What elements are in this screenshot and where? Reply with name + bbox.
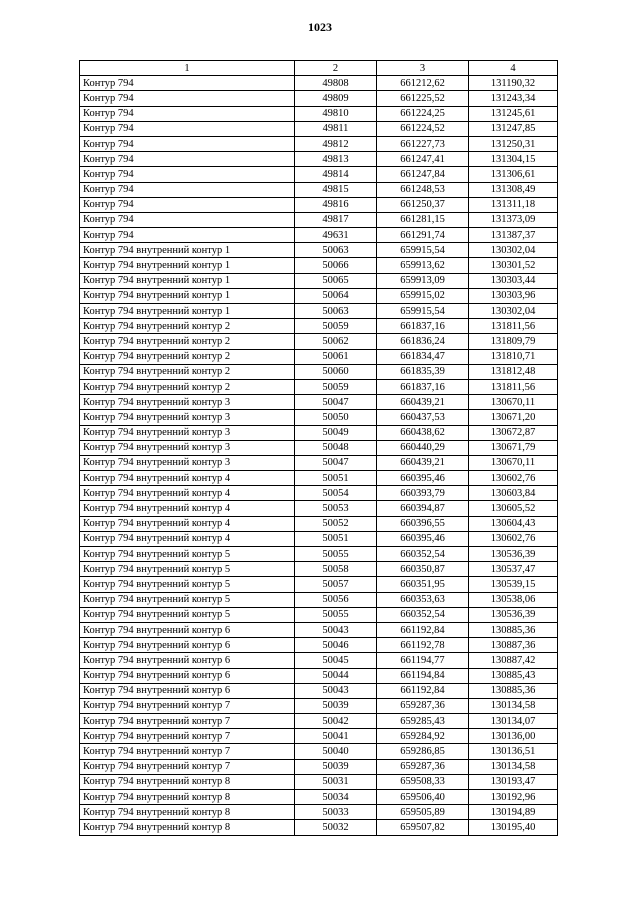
contour-name-cell: Контур 794 внутренний контур 6 xyxy=(80,653,295,668)
table-row xyxy=(80,744,558,759)
x-coordinate-cell: 661224,25 xyxy=(377,106,469,121)
x-coordinate-cell: 660350,87 xyxy=(377,562,469,577)
x-coordinate-cell: 660394,87 xyxy=(377,501,469,516)
x-coordinate-cell: 660393,79 xyxy=(377,486,469,501)
table-row xyxy=(80,805,558,820)
y-coordinate-cell: 131304,15 xyxy=(469,152,558,167)
point-number-cell: 49812 xyxy=(295,136,377,151)
table-row xyxy=(80,228,558,243)
coordinates-table xyxy=(79,60,558,836)
contour-name-cell: Контур 794 внутренний контур 1 xyxy=(80,243,295,258)
contour-name-cell: Контур 794 xyxy=(80,76,295,91)
point-number-cell: 50055 xyxy=(295,607,377,622)
contour-name-cell: Контур 794 внутренний контур 1 xyxy=(80,288,295,303)
table-row xyxy=(80,243,558,258)
table-row xyxy=(80,288,558,303)
x-coordinate-cell: 661837,16 xyxy=(377,319,469,334)
column-header: 2 xyxy=(295,61,377,76)
y-coordinate-cell: 131809,79 xyxy=(469,334,558,349)
y-coordinate-cell: 130136,00 xyxy=(469,729,558,744)
y-coordinate-cell: 130887,36 xyxy=(469,638,558,653)
column-header: 1 xyxy=(80,61,295,76)
x-coordinate-cell: 659507,82 xyxy=(377,820,469,835)
contour-name-cell: Контур 794 внутренний контур 4 xyxy=(80,531,295,546)
contour-name-cell: Контур 794 xyxy=(80,152,295,167)
x-coordinate-cell: 660352,54 xyxy=(377,607,469,622)
point-number-cell: 50063 xyxy=(295,243,377,258)
table-row xyxy=(80,653,558,668)
contour-name-cell: Контур 794 внутренний контур 7 xyxy=(80,714,295,729)
contour-name-cell: Контур 794 xyxy=(80,91,295,106)
y-coordinate-cell: 130194,89 xyxy=(469,805,558,820)
y-coordinate-cell: 130302,04 xyxy=(469,243,558,258)
table-row xyxy=(80,91,558,106)
contour-name-cell: Контур 794 внутренний контур 8 xyxy=(80,805,295,820)
contour-name-cell: Контур 794 внутренний контур 3 xyxy=(80,425,295,440)
y-coordinate-cell: 130603,84 xyxy=(469,486,558,501)
table-row xyxy=(80,547,558,562)
table-row xyxy=(80,577,558,592)
contour-name-cell: Контур 794 внутренний контур 7 xyxy=(80,729,295,744)
point-number-cell: 50057 xyxy=(295,577,377,592)
table-row xyxy=(80,790,558,805)
point-number-cell: 50033 xyxy=(295,805,377,820)
contour-name-cell: Контур 794 внутренний контур 2 xyxy=(80,349,295,364)
y-coordinate-cell: 130302,04 xyxy=(469,304,558,319)
contour-name-cell: Контур 794 xyxy=(80,182,295,197)
table-row xyxy=(80,820,558,835)
table-row xyxy=(80,212,558,227)
table-row xyxy=(80,349,558,364)
table-row xyxy=(80,668,558,683)
contour-name-cell: Контур 794 внутренний контур 6 xyxy=(80,622,295,637)
x-coordinate-cell: 661835,39 xyxy=(377,364,469,379)
x-coordinate-cell: 659287,36 xyxy=(377,698,469,713)
contour-name-cell: Контур 794 внутренний контур 4 xyxy=(80,486,295,501)
point-number-cell: 50051 xyxy=(295,471,377,486)
table-row xyxy=(80,471,558,486)
contour-name-cell: Контур 794 внутренний контур 2 xyxy=(80,364,295,379)
table-row xyxy=(80,592,558,607)
x-coordinate-cell: 660439,21 xyxy=(377,455,469,470)
point-number-cell: 50034 xyxy=(295,790,377,805)
table-row xyxy=(80,197,558,212)
table-row xyxy=(80,410,558,425)
y-coordinate-cell: 130670,11 xyxy=(469,395,558,410)
y-coordinate-cell: 130604,43 xyxy=(469,516,558,531)
table-row xyxy=(80,425,558,440)
point-number-cell: 50055 xyxy=(295,547,377,562)
x-coordinate-cell: 661248,53 xyxy=(377,182,469,197)
y-coordinate-cell: 130536,39 xyxy=(469,607,558,622)
point-number-cell: 50063 xyxy=(295,304,377,319)
point-number-cell: 49813 xyxy=(295,152,377,167)
point-number-cell: 50032 xyxy=(295,820,377,835)
point-number-cell: 50043 xyxy=(295,683,377,698)
x-coordinate-cell: 660437,53 xyxy=(377,410,469,425)
contour-name-cell: Контур 794 xyxy=(80,121,295,136)
y-coordinate-cell: 131811,56 xyxy=(469,379,558,394)
point-number-cell: 50058 xyxy=(295,562,377,577)
y-coordinate-cell: 130303,96 xyxy=(469,288,558,303)
contour-name-cell: Контур 794 xyxy=(80,197,295,212)
table-row xyxy=(80,152,558,167)
y-coordinate-cell: 130538,06 xyxy=(469,592,558,607)
point-number-cell: 50039 xyxy=(295,759,377,774)
x-coordinate-cell: 660352,54 xyxy=(377,547,469,562)
point-number-cell: 50052 xyxy=(295,516,377,531)
x-coordinate-cell: 660440,29 xyxy=(377,440,469,455)
y-coordinate-cell: 130670,11 xyxy=(469,455,558,470)
x-coordinate-cell: 661192,84 xyxy=(377,683,469,698)
page-number: 1023 xyxy=(308,20,332,34)
contour-name-cell: Контур 794 внутренний контур 1 xyxy=(80,273,295,288)
table-row xyxy=(80,319,558,334)
y-coordinate-cell: 130301,52 xyxy=(469,258,558,273)
contour-name-cell: Контур 794 внутренний контур 6 xyxy=(80,683,295,698)
x-coordinate-cell: 661250,37 xyxy=(377,197,469,212)
contour-name-cell: Контур 794 внутренний контур 6 xyxy=(80,638,295,653)
table-body xyxy=(80,76,558,835)
table-row xyxy=(80,622,558,637)
x-coordinate-cell: 659915,02 xyxy=(377,288,469,303)
table-row xyxy=(80,607,558,622)
y-coordinate-cell: 131250,31 xyxy=(469,136,558,151)
table-row xyxy=(80,106,558,121)
table-row xyxy=(80,516,558,531)
contour-name-cell: Контур 794 внутренний контур 4 xyxy=(80,501,295,516)
point-number-cell: 50047 xyxy=(295,395,377,410)
y-coordinate-cell: 130134,58 xyxy=(469,759,558,774)
y-coordinate-cell: 130885,36 xyxy=(469,622,558,637)
table-row xyxy=(80,440,558,455)
table-row xyxy=(80,121,558,136)
y-coordinate-cell: 131311,18 xyxy=(469,197,558,212)
column-header: 4 xyxy=(469,61,558,76)
point-number-cell: 50051 xyxy=(295,531,377,546)
contour-name-cell: Контур 794 внутренний контур 5 xyxy=(80,592,295,607)
y-coordinate-cell: 130136,51 xyxy=(469,744,558,759)
point-number-cell: 50059 xyxy=(295,379,377,394)
point-number-cell: 50041 xyxy=(295,729,377,744)
y-coordinate-cell: 130193,47 xyxy=(469,774,558,789)
point-number-cell: 50065 xyxy=(295,273,377,288)
point-number-cell: 49631 xyxy=(295,228,377,243)
y-coordinate-cell: 130602,76 xyxy=(469,531,558,546)
point-number-cell: 49810 xyxy=(295,106,377,121)
x-coordinate-cell: 659284,92 xyxy=(377,729,469,744)
x-coordinate-cell: 661247,41 xyxy=(377,152,469,167)
x-coordinate-cell: 659915,54 xyxy=(377,243,469,258)
table-row xyxy=(80,258,558,273)
point-number-cell: 50066 xyxy=(295,258,377,273)
x-coordinate-cell: 659913,62 xyxy=(377,258,469,273)
x-coordinate-cell: 661291,74 xyxy=(377,228,469,243)
contour-name-cell: Контур 794 внутренний контур 8 xyxy=(80,790,295,805)
table-row xyxy=(80,486,558,501)
x-coordinate-cell: 661227,73 xyxy=(377,136,469,151)
x-coordinate-cell: 660395,46 xyxy=(377,471,469,486)
x-coordinate-cell: 659506,40 xyxy=(377,790,469,805)
contour-name-cell: Контур 794 внутренний контур 1 xyxy=(80,304,295,319)
contour-name-cell: Контур 794 внутренний контур 2 xyxy=(80,379,295,394)
x-coordinate-cell: 661192,84 xyxy=(377,622,469,637)
contour-name-cell: Контур 794 внутренний контур 3 xyxy=(80,455,295,470)
x-coordinate-cell: 660438,62 xyxy=(377,425,469,440)
x-coordinate-cell: 661225,52 xyxy=(377,91,469,106)
y-coordinate-cell: 130885,36 xyxy=(469,683,558,698)
point-number-cell: 50040 xyxy=(295,744,377,759)
x-coordinate-cell: 660395,46 xyxy=(377,531,469,546)
y-coordinate-cell: 130536,39 xyxy=(469,547,558,562)
contour-name-cell: Контур 794 внутренний контур 1 xyxy=(80,258,295,273)
y-coordinate-cell: 130602,76 xyxy=(469,471,558,486)
point-number-cell: 50054 xyxy=(295,486,377,501)
point-number-cell: 50044 xyxy=(295,668,377,683)
x-coordinate-cell: 661247,84 xyxy=(377,167,469,182)
y-coordinate-cell: 131387,37 xyxy=(469,228,558,243)
y-coordinate-cell: 130195,40 xyxy=(469,820,558,835)
y-coordinate-cell: 130134,58 xyxy=(469,698,558,713)
x-coordinate-cell: 661836,24 xyxy=(377,334,469,349)
table-row xyxy=(80,683,558,698)
x-coordinate-cell: 659915,54 xyxy=(377,304,469,319)
point-number-cell: 50060 xyxy=(295,364,377,379)
table-row xyxy=(80,304,558,319)
point-number-cell: 49814 xyxy=(295,167,377,182)
column-header: 3 xyxy=(377,61,469,76)
point-number-cell: 50042 xyxy=(295,714,377,729)
x-coordinate-cell: 661192,78 xyxy=(377,638,469,653)
point-number-cell: 49817 xyxy=(295,212,377,227)
point-number-cell: 49815 xyxy=(295,182,377,197)
contour-name-cell: Контур 794 внутренний контур 2 xyxy=(80,319,295,334)
point-number-cell: 50046 xyxy=(295,638,377,653)
contour-name-cell: Контур 794 внутренний контур 4 xyxy=(80,471,295,486)
point-number-cell: 50053 xyxy=(295,501,377,516)
header-row xyxy=(80,61,558,76)
table-row xyxy=(80,182,558,197)
x-coordinate-cell: 660439,21 xyxy=(377,395,469,410)
table-row xyxy=(80,714,558,729)
contour-name-cell: Контур 794 xyxy=(80,167,295,182)
contour-name-cell: Контур 794 внутренний контур 7 xyxy=(80,698,295,713)
y-coordinate-cell: 130887,42 xyxy=(469,653,558,668)
x-coordinate-cell: 661281,15 xyxy=(377,212,469,227)
y-coordinate-cell: 131190,32 xyxy=(469,76,558,91)
table-row xyxy=(80,136,558,151)
point-number-cell: 50056 xyxy=(295,592,377,607)
table-row xyxy=(80,76,558,91)
contour-name-cell: Контур 794 внутренний контур 2 xyxy=(80,334,295,349)
x-coordinate-cell: 659508,33 xyxy=(377,774,469,789)
contour-name-cell: Контур 794 внутренний контур 8 xyxy=(80,774,295,789)
y-coordinate-cell: 131243,34 xyxy=(469,91,558,106)
table-row xyxy=(80,379,558,394)
y-coordinate-cell: 130303,44 xyxy=(469,273,558,288)
contour-name-cell: Контур 794 внутренний контур 5 xyxy=(80,547,295,562)
y-coordinate-cell: 130192,96 xyxy=(469,790,558,805)
contour-name-cell: Контур 794 внутренний контур 3 xyxy=(80,395,295,410)
contour-name-cell: Контур 794 внутренний контур 8 xyxy=(80,820,295,835)
table-row xyxy=(80,729,558,744)
x-coordinate-cell: 659913,09 xyxy=(377,273,469,288)
point-number-cell: 50059 xyxy=(295,319,377,334)
x-coordinate-cell: 661834,47 xyxy=(377,349,469,364)
point-number-cell: 50048 xyxy=(295,440,377,455)
point-number-cell: 50031 xyxy=(295,774,377,789)
x-coordinate-cell: 661194,77 xyxy=(377,653,469,668)
contour-name-cell: Контур 794 внутренний контур 4 xyxy=(80,516,295,531)
x-coordinate-cell: 660353,63 xyxy=(377,592,469,607)
contour-name-cell: Контур 794 внутренний контур 5 xyxy=(80,577,295,592)
contour-name-cell: Контур 794 внутренний контур 5 xyxy=(80,562,295,577)
table-row xyxy=(80,167,558,182)
x-coordinate-cell: 659285,43 xyxy=(377,714,469,729)
table-row xyxy=(80,638,558,653)
table-row xyxy=(80,395,558,410)
y-coordinate-cell: 130605,52 xyxy=(469,501,558,516)
x-coordinate-cell: 659287,36 xyxy=(377,759,469,774)
point-number-cell: 50050 xyxy=(295,410,377,425)
x-coordinate-cell: 661224,52 xyxy=(377,121,469,136)
point-number-cell: 50061 xyxy=(295,349,377,364)
y-coordinate-cell: 131812,48 xyxy=(469,364,558,379)
point-number-cell: 50064 xyxy=(295,288,377,303)
x-coordinate-cell: 659286,85 xyxy=(377,744,469,759)
y-coordinate-cell: 130539,15 xyxy=(469,577,558,592)
x-coordinate-cell: 660396,55 xyxy=(377,516,469,531)
table-row xyxy=(80,501,558,516)
table-header xyxy=(80,61,558,76)
x-coordinate-cell: 661212,62 xyxy=(377,76,469,91)
y-coordinate-cell: 130885,43 xyxy=(469,668,558,683)
y-coordinate-cell: 130672,87 xyxy=(469,425,558,440)
y-coordinate-cell: 131810,71 xyxy=(469,349,558,364)
contour-name-cell: Контур 794 внутренний контур 7 xyxy=(80,759,295,774)
table-row xyxy=(80,759,558,774)
y-coordinate-cell: 130537,47 xyxy=(469,562,558,577)
point-number-cell: 49809 xyxy=(295,91,377,106)
point-number-cell: 49811 xyxy=(295,121,377,136)
table-row xyxy=(80,774,558,789)
y-coordinate-cell: 130671,79 xyxy=(469,440,558,455)
point-number-cell: 50049 xyxy=(295,425,377,440)
contour-name-cell: Контур 794 внутренний контур 6 xyxy=(80,668,295,683)
contour-name-cell: Контур 794 xyxy=(80,136,295,151)
table-row xyxy=(80,455,558,470)
contour-name-cell: Контур 794 внутренний контур 3 xyxy=(80,410,295,425)
y-coordinate-cell: 131811,56 xyxy=(469,319,558,334)
point-number-cell: 50047 xyxy=(295,455,377,470)
point-number-cell: 49808 xyxy=(295,76,377,91)
y-coordinate-cell: 131245,61 xyxy=(469,106,558,121)
point-number-cell: 50062 xyxy=(295,334,377,349)
point-number-cell: 50045 xyxy=(295,653,377,668)
point-number-cell: 49816 xyxy=(295,197,377,212)
contour-name-cell: Контур 794 внутренний контур 3 xyxy=(80,440,295,455)
table-row xyxy=(80,334,558,349)
contour-name-cell: Контур 794 внутренний контур 7 xyxy=(80,744,295,759)
y-coordinate-cell: 131308,49 xyxy=(469,182,558,197)
table-row xyxy=(80,698,558,713)
y-coordinate-cell: 131247,85 xyxy=(469,121,558,136)
x-coordinate-cell: 661837,16 xyxy=(377,379,469,394)
y-coordinate-cell: 131306,61 xyxy=(469,167,558,182)
y-coordinate-cell: 131373,09 xyxy=(469,212,558,227)
x-coordinate-cell: 661194,84 xyxy=(377,668,469,683)
table-row xyxy=(80,364,558,379)
table-row xyxy=(80,562,558,577)
contour-name-cell: Контур 794 xyxy=(80,212,295,227)
x-coordinate-cell: 659505,89 xyxy=(377,805,469,820)
point-number-cell: 50043 xyxy=(295,622,377,637)
table-row xyxy=(80,273,558,288)
point-number-cell: 50039 xyxy=(295,698,377,713)
contour-name-cell: Контур 794 xyxy=(80,228,295,243)
contour-name-cell: Контур 794 xyxy=(80,106,295,121)
contour-name-cell: Контур 794 внутренний контур 5 xyxy=(80,607,295,622)
x-coordinate-cell: 660351,95 xyxy=(377,577,469,592)
table-row xyxy=(80,531,558,546)
y-coordinate-cell: 130134,07 xyxy=(469,714,558,729)
y-coordinate-cell: 130671,20 xyxy=(469,410,558,425)
